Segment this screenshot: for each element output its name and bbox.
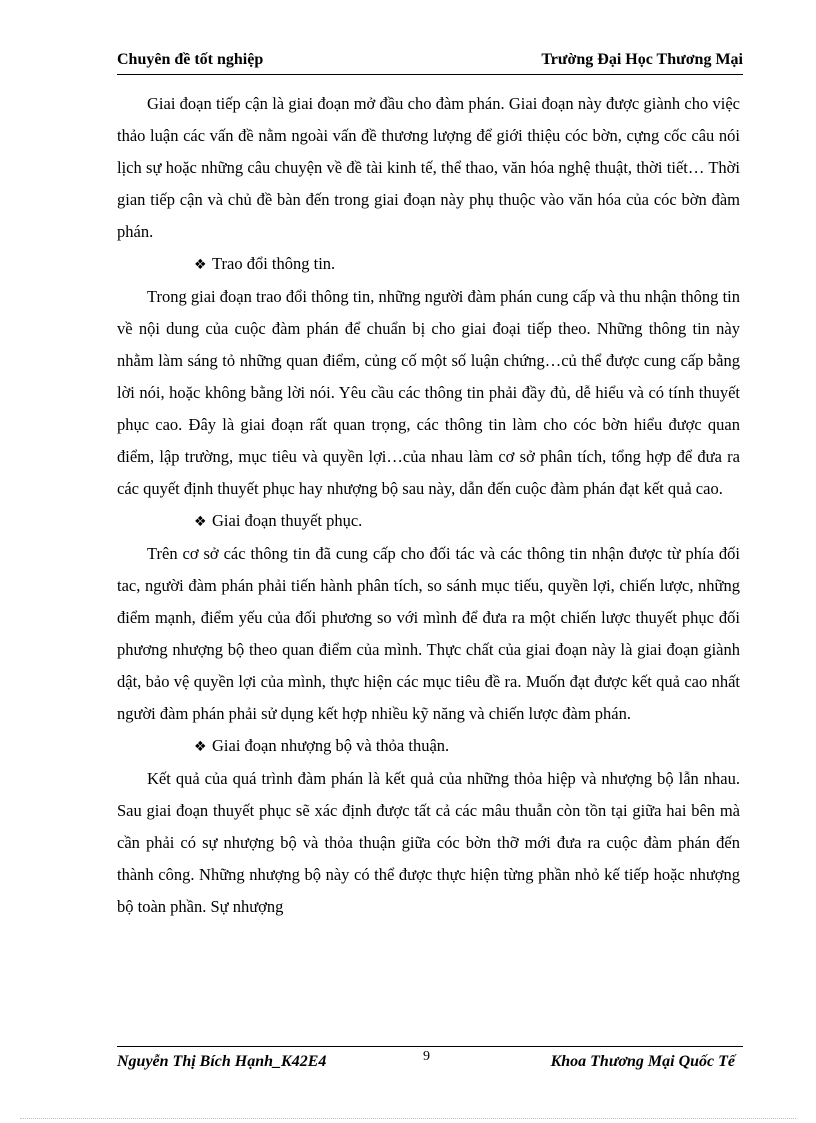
- header-title-left: Chuyên đề tốt nghiệp: [117, 51, 264, 68]
- bullet-heading-exchange: [117, 248, 740, 281]
- document-body: [117, 88, 740, 923]
- bullet-heading-text: Giai đoạn thuyết phục.: [212, 511, 363, 530]
- paragraph-persuasion-stage: Trên cơ sở các thông tin đã cung cấp cho đối tác và các thông tin nhận được từ phía đối tac, người đàm phán phải tiến hành phân tích, so sánh mục tiếu, quyền lợi, chiến lược, những điểm mạnh, điểm yếu của đối phương so với mình để đưa ra một chiến lược thuyết phục đối phương nhượng bộ theo quan điểm của mình. Thực chất của giai đoạn này là giai đoạn giành dật, bảo vệ quyền lợi của mình, thực hiện các mục tiêu đề ra. Muốn đạt được kết quả cao nhất người đàm phán phải sử dụng kết hợp nhiều kỹ năng và chiến lược đàm phán.: [117, 544, 740, 723]
- header-title-right: Trường Đại Học Thương Mại: [541, 51, 743, 68]
- diamond-bullet-icon: ❖: [194, 257, 207, 273]
- bullet-heading-text: Trao đổi thông tin.: [212, 254, 336, 273]
- bullet-heading-concession: [117, 730, 740, 763]
- page-footer: [117, 1046, 743, 1077]
- page-number: 9: [423, 1049, 430, 1064]
- footer-faculty: Khoa Thương Mại Quốc Tế: [550, 1053, 735, 1070]
- paragraph-approach-stage: Giai đoạn tiếp cận là giai đoạn mở đầu cho đàm phán. Giai đoạn này được giành cho việc thảo luận các vấn đề nằm ngoài vấn đề thương lượng để giới thiệu cóc bờn, cựng cốc câu nói lịch sự hoặc những câu chuyện về đề tài kinh tế, thể thao, văn hóa nghệ thuật, thời tiết… Thời gian tiếp cận và chủ đề bàn đến trong giai đoạn này phụ thuộc vào văn hóa của cóc bờn đàm phán.: [117, 94, 740, 241]
- page-edge-divider: [20, 1118, 796, 1119]
- paragraph-concession-stage: Kết quả của quá trình đàm phán là kết quả của những thỏa hiệp và nhượng bộ lẫn nhau. Sau giai đoạn thuyết phục sẽ xác định được tất cả các mâu thuẫn còn tồn tại giữa hai bên mà cần phải có sự nhượng bộ và thỏa thuận giữa cóc bờn thỡ mới đưa ra cuộc đàm phán đến thành công. Những nhượng bộ này có thể được thực hiện từng phần nhỏ kế tiếp hoặc nhượng bộ toàn phần. Sự nhượng: [117, 769, 740, 916]
- diamond-bullet-icon: ❖: [194, 514, 207, 530]
- bullet-heading-persuasion: [117, 505, 740, 538]
- paragraph-information-exchange: Trong giai đoạn trao đổi thông tin, những người đàm phán cung cấp và thu nhận thông tin về nội dung của cuộc đàm phán để chuẩn bị cho giai đoại tiếp theo. Những thông tin này nhằm làm sáng tỏ những quan điểm, củng cố một số luận chứng…củ thể được cung cấp bằng lời nói, hoặc không bằng lời nói. Yêu cầu các thông tin phải đầy đủ, dễ hiểu và có tính thuyết phục cao. Đây là giai đoạn rất quan trọng, các thông tin làm cho cóc bờn hiểu được quan điểm, lập trường, mục tiêu và quyền lợi…của nhau làm cơ sở phân tích, tổng hợp để đưa ra các quyết định thuyết phục hay nhượng bộ sau này, dẫn đến cuộc đàm phán đạt kết quả cao.: [117, 287, 740, 498]
- footer-author: Nguyễn Thị Bích Hạnh_K42E4: [117, 1053, 327, 1070]
- diamond-bullet-icon: ❖: [194, 739, 207, 755]
- bullet-heading-text: Giai đoạn nhượng bộ và thỏa thuận.: [212, 736, 450, 755]
- page-header: [117, 50, 743, 75]
